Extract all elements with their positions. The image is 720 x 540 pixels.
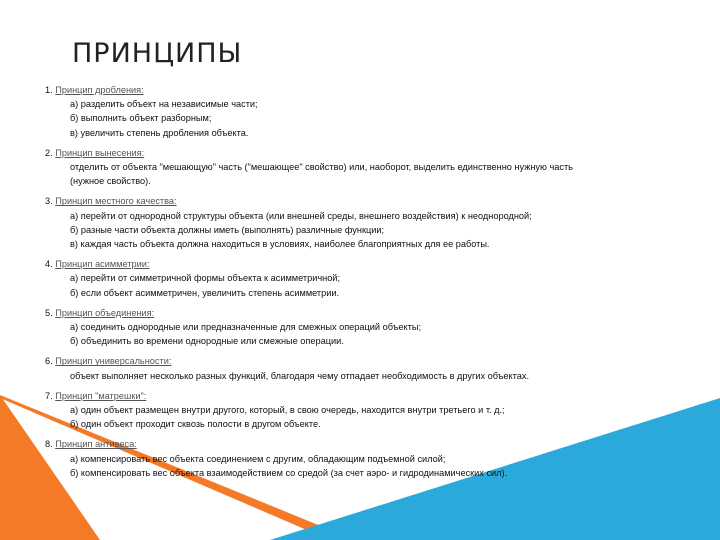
principle-description: а) разделить объект на независимые части; б) выполнить объект разборным; в) увеличить степень дробления объекта. bbox=[70, 99, 258, 138]
principle-description: а) перейти от симметричной формы объекта к асимметричной; б) если объект асимметричен, увеличить степень асимметрии. bbox=[70, 273, 340, 298]
principle-heading bbox=[45, 83, 675, 97]
principle-item bbox=[45, 306, 675, 349]
principle-heading bbox=[45, 437, 675, 451]
principle-number: 8. bbox=[45, 439, 53, 450]
principle-title-link[interactable]: Принцип вынесения: bbox=[55, 147, 145, 158]
principle-heading bbox=[45, 257, 675, 271]
principle-title-link[interactable]: Принцип местного качества: bbox=[55, 196, 177, 207]
principle-item bbox=[45, 389, 675, 432]
principle-number: 1. bbox=[45, 85, 53, 95]
principle-number: 5. bbox=[45, 307, 53, 318]
principle-item bbox=[45, 257, 675, 300]
principle-title-link[interactable]: Принцип антивеса: bbox=[55, 439, 137, 450]
principle-title-link[interactable]: Принцип "матрешки": bbox=[55, 390, 147, 401]
principle-number: 6. bbox=[45, 356, 53, 367]
principle-number: 7. bbox=[45, 390, 53, 401]
principle-heading bbox=[45, 306, 675, 320]
principle-description: а) компенсировать вес объекта соединением с другим, обладающим подъемной силой; б) компенсировать вес объекта взаимодействием со средой (за счет аэро- и гидродинамических сил). bbox=[70, 453, 508, 478]
principle-description: отделить от объекта "мешающую" часть ("мешающее" свойство) или, наоборот, выделить единственно нужную часть (нужное свойство). bbox=[70, 162, 573, 187]
slide-title: ПРИНЦИПЫ bbox=[72, 38, 243, 69]
principle-item bbox=[45, 146, 675, 189]
principle-title-link[interactable]: Принцип объединения: bbox=[55, 307, 155, 318]
principle-item bbox=[45, 194, 675, 251]
principle-description: а) один объект размещен внутри другого, который, в свою очередь, находится внутри третьего и т. д.; б) один объект проходит сквозь полости в другом объекте. bbox=[70, 405, 505, 430]
principle-heading bbox=[45, 389, 675, 403]
principle-description: а) перейти от однородной структуры объекта (или внешней среды, внешнего воздействия) к неоднородной; б) разные части объекта должны иметь (выполнять) различные функции; в) каждая часть объекта должна находиться в условиях, наиболее благоприятных для ее работы. bbox=[70, 210, 532, 250]
principle-title-link[interactable]: Принцип дробления: bbox=[55, 85, 144, 95]
principle-heading bbox=[45, 194, 675, 208]
principle-title-link[interactable]: Принцип универсальности: bbox=[55, 356, 172, 367]
principle-heading bbox=[45, 354, 675, 368]
principle-description: объект выполняет несколько разных функций, благодаря чему отпадает необходимость в других объектах. bbox=[70, 370, 530, 381]
principle-item bbox=[45, 83, 675, 140]
principle-number: 4. bbox=[45, 259, 53, 270]
principle-heading bbox=[45, 146, 675, 160]
principle-number: 3. bbox=[45, 196, 53, 207]
principles-list bbox=[45, 83, 675, 486]
principle-description: а) соединить однородные или предназначенные для смежных операций объекты; б) объединить во времени однородные или смежные операции. bbox=[70, 322, 421, 347]
principle-item bbox=[45, 437, 675, 480]
principle-item bbox=[45, 354, 675, 382]
principle-title-link[interactable]: Принцип асимметрии: bbox=[55, 259, 150, 270]
principle-number: 2. bbox=[45, 147, 53, 158]
